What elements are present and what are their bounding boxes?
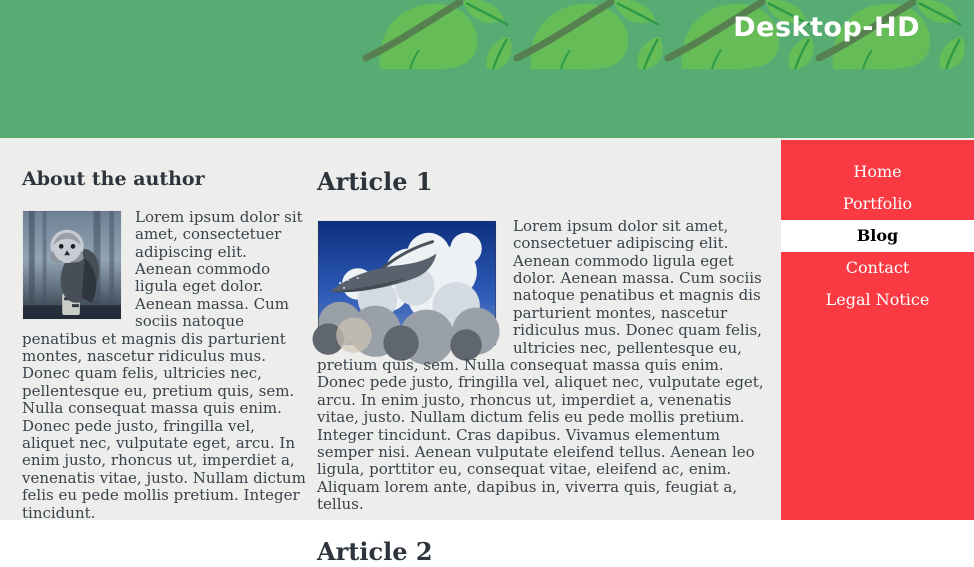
sidebar-item-portfolio[interactable]: Portfolio	[842, 194, 913, 213]
owl-photo	[22, 210, 122, 320]
about-heading: About the author	[22, 168, 205, 190]
sidebar-item-legal-notice[interactable]: Legal Notice	[825, 290, 930, 309]
site-title: Desktop-HD	[733, 12, 920, 43]
article2-heading: Article 2	[317, 536, 433, 566]
sidebar-item-home[interactable]: Home	[853, 162, 902, 181]
about-author-section	[22, 168, 306, 522]
sidebar-nav	[781, 140, 974, 520]
about-text-content: Lorem ipsum dolor sit amet, consectetuer adipiscing elit. Aenean commodo ligula eget dolor. Aenean massa. Cum sociis natoque penatibus et magnis dis parturient montes, nascetur ridiculus mus. Donec quam felis, ultricies nec, pellentesque eu, pretium quis, sem. Nulla consequat massa quis enim. Donec pede justo, fringilla vel, aliquet nec, vulputate eget, arcu. In enim justo, rhoncus ut, imperdiet a, venenatis vitae, justo. Nullam dictum felis eu pede mollis pretium. Integer tincidunt.	[22, 207, 306, 522]
articles-column	[317, 168, 773, 567]
article1-heading: Article 1	[317, 167, 433, 196]
sidebar-item-blog[interactable]: Blog	[781, 220, 974, 252]
about-text	[22, 209, 306, 522]
header-banner	[0, 0, 974, 138]
article1-text-content: Lorem ipsum dolor sit amet, consectetuer adipiscing elit. Aenean commodo ligula eget dolor. Aenean massa. Cum sociis natoque penatibus et magnis dis parturient montes, nascetur ridiculus mus. Donec quam felis, ultricies nec, pellentesque eu, pretium quis, sem. Nulla consequat massa quis enim. Donec pede justo, fringilla vel, aliquet nec, vulputate eget, arcu. In enim justo, rhoncus ut, imperdiet a, venenatis vitae, justo. Nullam dictum felis eu pede mollis pretium. Integer tincidunt. Cras dapibus. Vivamus elementum semper nisi. Aenean vulputate eleifend tellus. Aenean leo ligula, porttitor eu, consequat vitae, eleifend ac, enim. Aliquam lorem ante, dapibus in, viverra quis, feugiat a, tellus.	[317, 216, 764, 514]
whale-photo	[317, 220, 497, 346]
nav-menu	[781, 140, 974, 316]
sidebar-item-contact[interactable]: Contact	[845, 258, 910, 277]
article1-body	[317, 218, 773, 514]
